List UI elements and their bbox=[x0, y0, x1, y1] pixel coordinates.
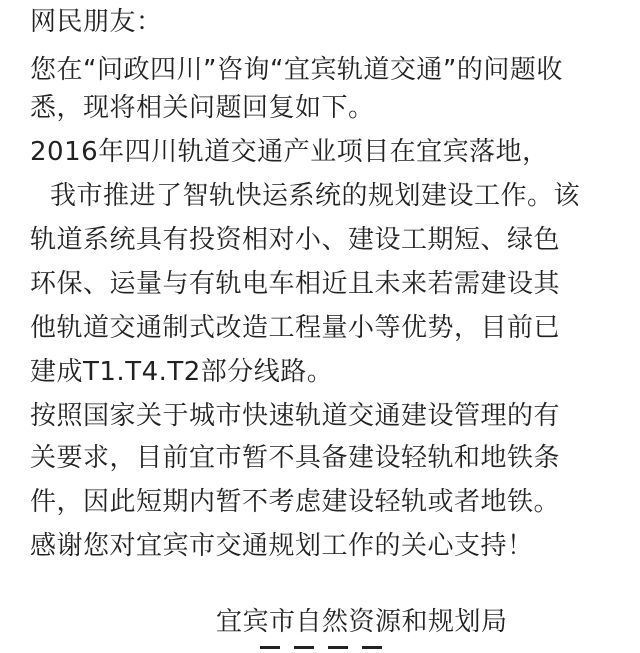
salutation: 网民朋友： bbox=[30, 7, 163, 37]
letter-line: 按照国家关于城市快速轨道交通建设管理的有 bbox=[30, 401, 561, 431]
letter-line: 建成T1.T4.T2部分线路。 bbox=[30, 357, 334, 387]
letter-line: 感谢您对宜宾市交通规划工作的关心支持！ bbox=[30, 531, 534, 561]
letter-line: 2016年四川轨道交通产业项目在宜宾落地， bbox=[30, 137, 549, 167]
letter-line: 他轨道交通制式改造工程量小等优势，目前已 bbox=[30, 313, 561, 343]
signature: 宜宾市自然资源和规划局 bbox=[216, 607, 508, 637]
letter-line: 我市推进了智轨快运系统的规划建设工作。该 bbox=[50, 181, 581, 211]
letter-line: 轨道系统具有投资相对小、建设工期短、绿色 bbox=[30, 225, 561, 255]
letter-line: 环保、运量与有轨电车相近且未来若需建设其 bbox=[30, 269, 561, 299]
letter-line: 您在“问政四川”咨询“宜宾轨道交通”的问题收 bbox=[30, 55, 563, 85]
letter-line: 关要求，目前宜市暂不具备建设轻轨和地铁条 bbox=[30, 443, 561, 473]
letter-line: 件，因此短期内暂不考虑建设轻轨或者地铁。 bbox=[30, 487, 561, 517]
letter-line: 悉，现将相关问题回复如下。 bbox=[30, 93, 375, 123]
cropped-text-fragment bbox=[260, 646, 430, 653]
